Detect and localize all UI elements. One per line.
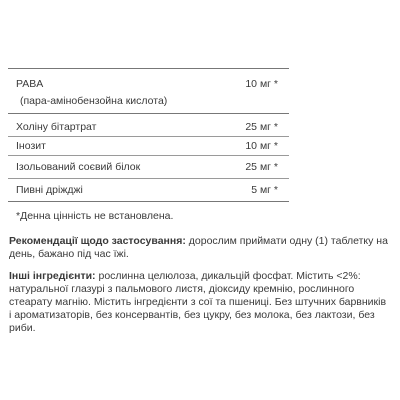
ingredient-amount: 10 мг * [245,140,278,152]
ingredient-amount: 25 мг * [245,121,278,133]
ingredient-amount: 5 мг * [251,184,278,196]
other-ingredients-paragraph [9,270,389,335]
ingredient-name: PABA [16,78,44,90]
ingredient-subtitle: (пара-амінобензойна кислота) [20,95,168,107]
recommendations-paragraph [9,235,389,261]
ingredient-name: Інозит [16,140,46,152]
table-row [8,137,289,156]
ingredient-amount: 10 мг * [245,78,278,90]
other-ingredients-label: Інші інгредієнти: [9,270,96,282]
other-ingredients-text: рослинна целюлоза, дикальцій фосфат. Містить <2%: натуральної глазурі з пальмового листя, діоксиду кремнію, рослинного стеарату магнію. Містить інгредієнти з сої та пшениці. Без штучних барвників і ароматизаторів, без консервантів, без цукру, без молока, без лактози, без риби. [9,270,387,334]
recommendations-label: Рекомендації щодо застосування: [9,235,186,247]
table-row [8,156,289,179]
supplement-table [8,68,289,202]
ingredient-name: Холіну бітартрат [16,121,97,133]
daily-value-footnote: *Денна цінність не встановлена. [16,210,174,222]
table-row [8,179,289,202]
table-row [8,114,289,137]
table-row [8,69,289,114]
ingredient-amount: 25 мг * [245,161,278,173]
ingredient-name: Пивні дріжджі [16,184,83,196]
ingredient-name: Ізольований соєвий білок [16,161,141,173]
recommendations-text: дорослим приймати одну (1) таблетку на день, бажано під час їжі. [9,235,388,260]
